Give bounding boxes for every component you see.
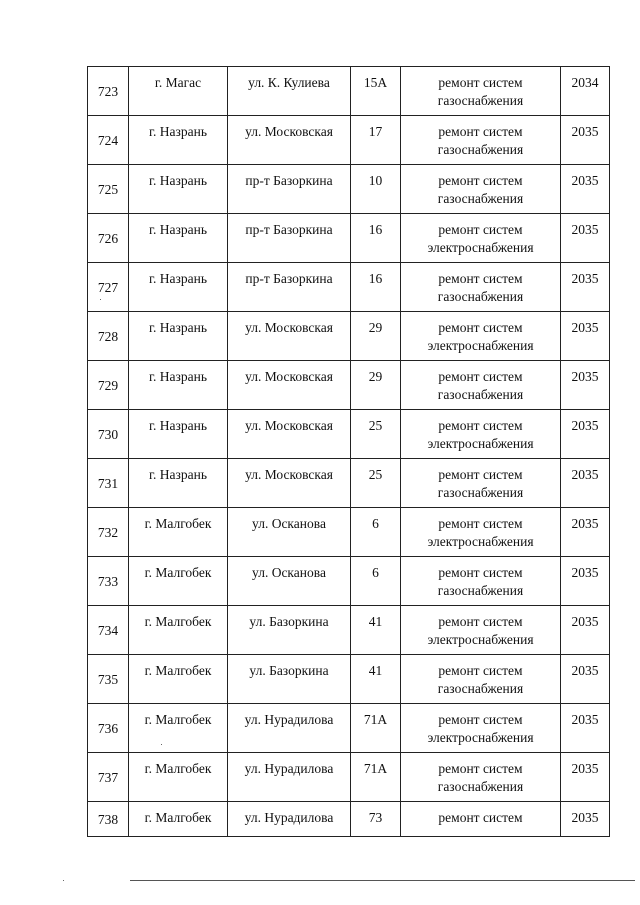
work-type-line1: ремонт систем [438, 222, 523, 237]
table-row [88, 67, 610, 116]
house-cell [351, 459, 401, 508]
work-type-line2: газоснабжения [437, 485, 524, 500]
year-cell [561, 753, 610, 802]
house-number: 71А [363, 761, 388, 776]
row-number-cell [88, 753, 129, 802]
house-cell [351, 410, 401, 459]
year: 2035 [571, 271, 599, 286]
work-type-cell [401, 753, 561, 802]
year: 2035 [571, 761, 599, 776]
row-number-cell [88, 557, 129, 606]
row-number-cell [88, 263, 129, 312]
street: пр-т Базоркина [245, 173, 333, 188]
city-cell [129, 557, 228, 606]
street-cell [228, 557, 351, 606]
row-number-cell [88, 214, 129, 263]
street: ул. Базоркина [249, 614, 329, 629]
street-cell [228, 606, 351, 655]
house-cell [351, 704, 401, 753]
row-number-cell [88, 312, 129, 361]
work-type-line1: ремонт систем [438, 565, 523, 580]
work-type-line2: газоснабжения [437, 681, 524, 696]
year-cell [561, 361, 610, 410]
row-number: 728 [97, 329, 119, 344]
house-number: 25 [368, 418, 383, 433]
work-type-line1: ремонт систем [438, 467, 523, 482]
row-number: 735 [97, 672, 119, 687]
street: ул. К. Кулиева [248, 75, 330, 90]
work-type-line2: газоснабжения [437, 779, 524, 794]
year-cell [561, 459, 610, 508]
row-number-cell [88, 67, 129, 116]
work-type-line1: ремонт систем [438, 810, 523, 825]
scan-speck [161, 744, 162, 745]
row-number-cell [88, 508, 129, 557]
work-type-line2: электроснабжения [427, 632, 534, 647]
street: ул. Московская [245, 418, 333, 433]
city: г. Назрань [149, 124, 207, 139]
street: ул. Осканова [252, 565, 326, 580]
city: г. Малгобек [144, 810, 212, 825]
city: г. Магас [154, 75, 202, 90]
row-number: 725 [97, 182, 119, 197]
year-cell [561, 802, 610, 837]
work-type-line1: ремонт систем [438, 418, 523, 433]
table-body [88, 67, 610, 837]
city: г. Назрань [149, 369, 207, 384]
city: г. Назрань [149, 467, 207, 482]
work-type-line2: газоснабжения [437, 142, 524, 157]
work-type-cell [401, 655, 561, 704]
row-number: 732 [97, 525, 119, 540]
house-cell [351, 508, 401, 557]
street: пр-т Базоркина [245, 271, 333, 286]
city: г. Малгобек [144, 565, 212, 580]
work-type-line1: ремонт систем [438, 761, 523, 776]
street: ул. Московская [245, 467, 333, 482]
house-cell [351, 361, 401, 410]
house-number: 15А [363, 75, 388, 90]
work-type-line2: электроснабжения [427, 534, 534, 549]
city: г. Малгобек [144, 614, 212, 629]
house-cell [351, 753, 401, 802]
work-type-line1: ремонт систем [438, 516, 523, 531]
year: 2034 [571, 75, 599, 90]
city: г. Назрань [149, 173, 207, 188]
row-number-cell [88, 802, 129, 837]
city-cell [129, 753, 228, 802]
work-type-line2: газоснабжения [437, 387, 524, 402]
row-number-cell [88, 655, 129, 704]
city-cell [129, 655, 228, 704]
city: г. Малгобек [144, 516, 212, 531]
city: г. Назрань [149, 320, 207, 335]
scan-speck [100, 299, 101, 300]
street-cell [228, 361, 351, 410]
work-type-line1: ремонт систем [438, 614, 523, 629]
street-cell [228, 67, 351, 116]
house-cell [351, 557, 401, 606]
street-cell [228, 214, 351, 263]
year-cell [561, 508, 610, 557]
house-number: 25 [368, 467, 383, 482]
year-cell [561, 214, 610, 263]
year: 2035 [571, 369, 599, 384]
street-cell [228, 459, 351, 508]
street: ул. Нурадилова [244, 712, 334, 727]
work-type-line1: ремонт систем [438, 173, 523, 188]
house-number: 29 [368, 320, 383, 335]
house-number: 6 [372, 565, 379, 580]
year: 2035 [571, 467, 599, 482]
work-type-line1: ремонт систем [438, 75, 523, 90]
street: ул. Нурадилова [244, 761, 334, 776]
year-cell [561, 655, 610, 704]
year-cell [561, 165, 610, 214]
work-type-line2: электроснабжения [427, 338, 534, 353]
work-type-line2: электроснабжения [427, 240, 534, 255]
row-number: 738 [97, 812, 119, 827]
year: 2035 [571, 614, 599, 629]
table-row [88, 263, 610, 312]
city-cell [129, 361, 228, 410]
house-cell [351, 116, 401, 165]
house-number: 16 [368, 271, 383, 286]
house-number: 41 [368, 614, 383, 629]
house-cell [351, 606, 401, 655]
work-type-cell [401, 165, 561, 214]
row-number: 723 [97, 84, 119, 99]
year: 2035 [571, 565, 599, 580]
city: г. Назрань [149, 418, 207, 433]
street-cell [228, 410, 351, 459]
house-cell [351, 312, 401, 361]
house-cell [351, 263, 401, 312]
city: г. Назрань [149, 271, 207, 286]
table-row [88, 410, 610, 459]
work-type-line2: электроснабжения [427, 436, 534, 451]
year: 2035 [571, 663, 599, 678]
city-cell [129, 606, 228, 655]
work-type-line1: ремонт систем [438, 369, 523, 384]
row-number: 736 [97, 721, 119, 736]
house-number: 29 [368, 369, 383, 384]
house-number: 73 [368, 810, 383, 825]
year-cell [561, 704, 610, 753]
year-cell [561, 606, 610, 655]
city: г. Малгобек [144, 761, 212, 776]
row-number-cell [88, 116, 129, 165]
table-row [88, 508, 610, 557]
city-cell [129, 410, 228, 459]
table-row [88, 606, 610, 655]
street-cell [228, 312, 351, 361]
year-cell [561, 312, 610, 361]
row-number: 730 [97, 427, 119, 442]
work-type-cell [401, 704, 561, 753]
work-type-cell [401, 508, 561, 557]
street: пр-т Базоркина [245, 222, 333, 237]
year-cell [561, 557, 610, 606]
city: г. Малгобек [144, 663, 212, 678]
row-number: 729 [97, 378, 119, 393]
row-number-cell [88, 361, 129, 410]
row-number-cell [88, 165, 129, 214]
year-cell [561, 263, 610, 312]
work-type-line1: ремонт систем [438, 124, 523, 139]
year-cell [561, 410, 610, 459]
work-type-cell [401, 116, 561, 165]
row-number: 734 [97, 623, 119, 638]
house-number: 41 [368, 663, 383, 678]
row-number-cell [88, 459, 129, 508]
table-row [88, 165, 610, 214]
work-type-cell [401, 263, 561, 312]
table-row [88, 802, 610, 837]
year: 2035 [571, 418, 599, 433]
house-cell [351, 655, 401, 704]
work-type-line2: газоснабжения [437, 191, 524, 206]
city-cell [129, 165, 228, 214]
row-number: 733 [97, 574, 119, 589]
year: 2035 [571, 124, 599, 139]
street-cell [228, 704, 351, 753]
city-cell [129, 116, 228, 165]
work-type-cell [401, 802, 561, 837]
table-row [88, 655, 610, 704]
street: ул. Московская [245, 369, 333, 384]
work-type-line1: ремонт систем [438, 663, 523, 678]
street-cell [228, 116, 351, 165]
city-cell [129, 67, 228, 116]
year-cell [561, 67, 610, 116]
row-number: 726 [97, 231, 119, 246]
city: г. Назрань [149, 222, 207, 237]
city-cell [129, 214, 228, 263]
scan-speck [63, 880, 64, 881]
work-type-cell [401, 312, 561, 361]
table-row [88, 459, 610, 508]
street-cell [228, 753, 351, 802]
city: г. Малгобек [144, 712, 212, 727]
city-cell [129, 508, 228, 557]
row-number: 731 [97, 476, 119, 491]
work-type-line2: газоснабжения [437, 93, 524, 108]
house-cell [351, 165, 401, 214]
row-number-cell [88, 704, 129, 753]
house-number: 10 [368, 173, 383, 188]
work-type-line1: ремонт систем [438, 712, 523, 727]
city-cell [129, 459, 228, 508]
street-cell [228, 508, 351, 557]
work-type-cell [401, 361, 561, 410]
city-cell [129, 802, 228, 837]
city-cell [129, 312, 228, 361]
table-row [88, 116, 610, 165]
street: ул. Нурадилова [244, 810, 334, 825]
row-number: 727 [97, 280, 119, 295]
street: ул. Московская [245, 124, 333, 139]
year: 2035 [571, 712, 599, 727]
page-bottom-rule [130, 880, 635, 881]
year: 2035 [571, 516, 599, 531]
house-cell [351, 802, 401, 837]
year: 2035 [571, 810, 599, 825]
city-cell [129, 704, 228, 753]
table-row [88, 753, 610, 802]
row-number: 724 [97, 133, 119, 148]
house-number: 16 [368, 222, 383, 237]
row-number-cell [88, 606, 129, 655]
work-type-line2: газоснабжения [437, 289, 524, 304]
house-number: 71А [363, 712, 388, 727]
street: ул. Московская [245, 320, 333, 335]
year: 2035 [571, 173, 599, 188]
work-type-cell [401, 67, 561, 116]
table-row [88, 704, 610, 753]
table-row [88, 361, 610, 410]
street-cell [228, 165, 351, 214]
work-type-line1: ремонт систем [438, 271, 523, 286]
street-cell [228, 263, 351, 312]
work-type-line2: электроснабжения [427, 730, 534, 745]
street: ул. Осканова [252, 516, 326, 531]
table-row [88, 312, 610, 361]
house-number: 17 [368, 124, 383, 139]
work-type-cell [401, 459, 561, 508]
street: ул. Базоркина [249, 663, 329, 678]
year-cell [561, 116, 610, 165]
year: 2035 [571, 320, 599, 335]
street-cell [228, 655, 351, 704]
work-type-cell [401, 214, 561, 263]
house-cell [351, 67, 401, 116]
housing-repair-table [87, 66, 610, 837]
city-cell [129, 263, 228, 312]
house-cell [351, 214, 401, 263]
work-type-cell [401, 606, 561, 655]
table-row [88, 214, 610, 263]
work-type-line1: ремонт систем [438, 320, 523, 335]
work-type-cell [401, 557, 561, 606]
row-number-cell [88, 410, 129, 459]
work-type-cell [401, 410, 561, 459]
table-row [88, 557, 610, 606]
work-type-line2: газоснабжения [437, 583, 524, 598]
street-cell [228, 802, 351, 837]
year: 2035 [571, 222, 599, 237]
row-number: 737 [97, 770, 119, 785]
house-number: 6 [372, 516, 379, 531]
